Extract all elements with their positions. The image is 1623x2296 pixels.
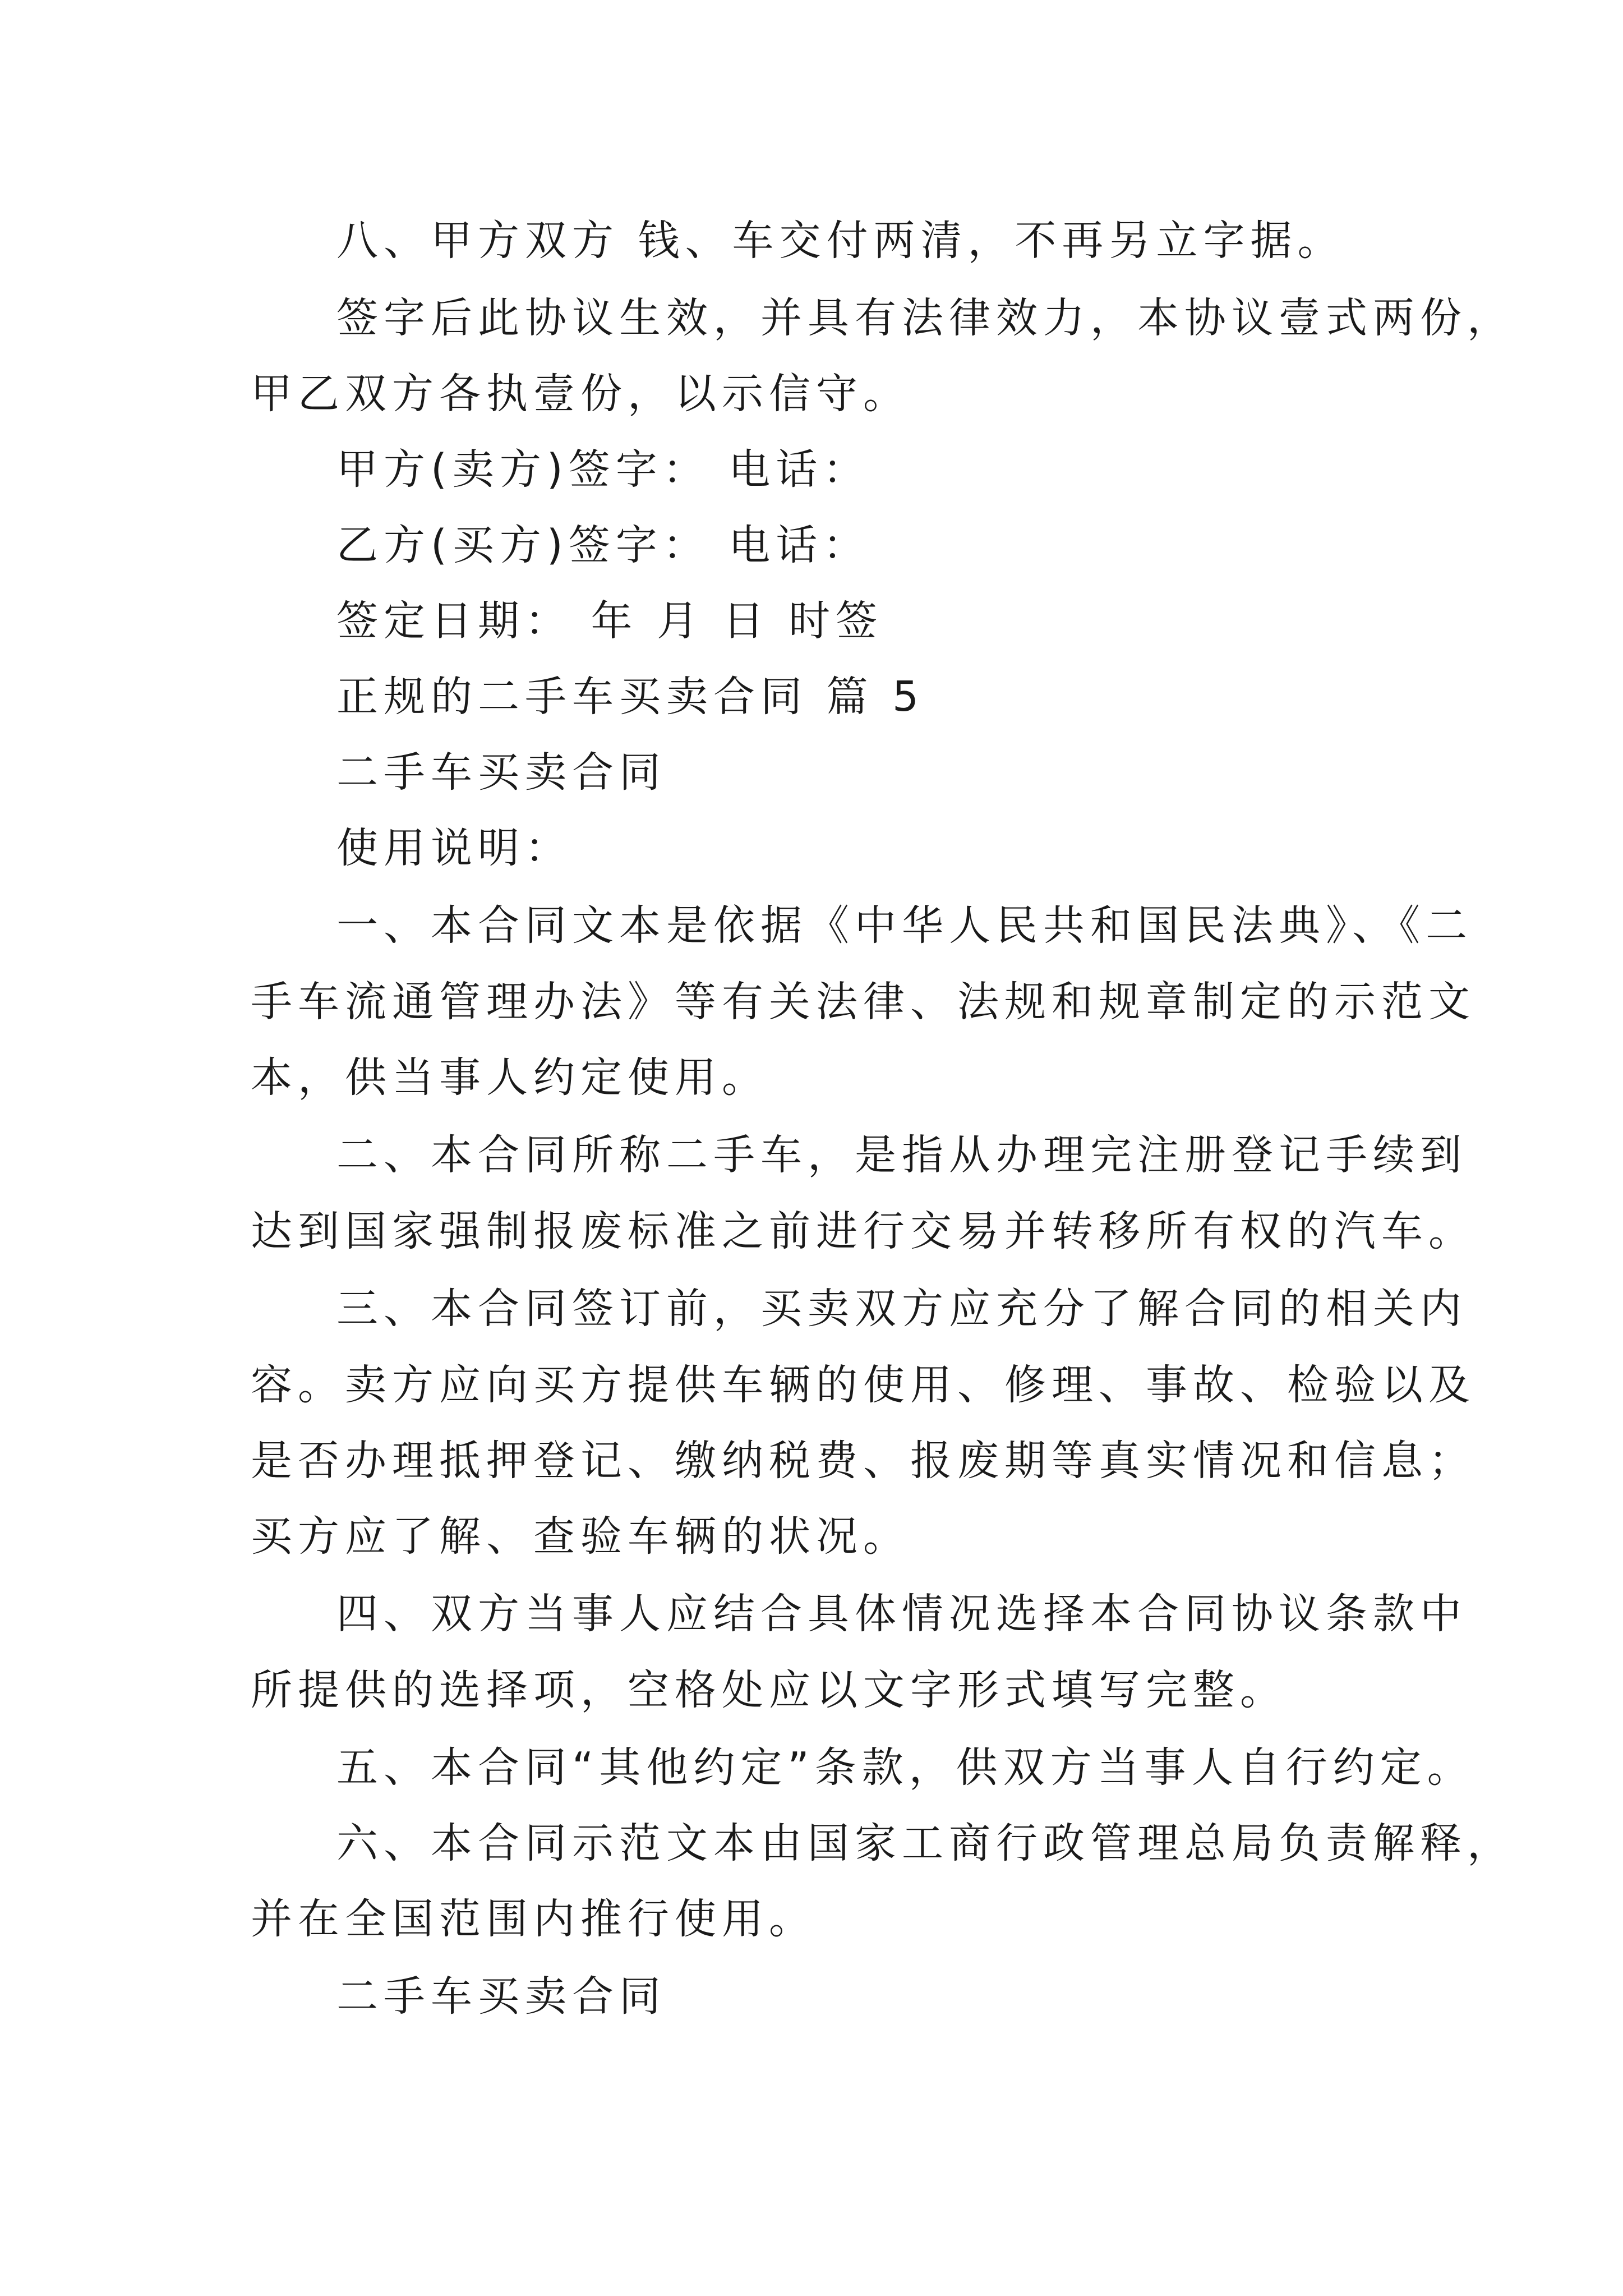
note-2-line-1: 二、本合同所称二手车，是指从办理完注册登记手续到 bbox=[336, 1131, 1467, 1179]
section-heading: 正规的二手车买卖合同 篇 5 bbox=[336, 673, 925, 721]
note-3-line-2: 容。卖方应向买方提供车辆的使用、修理、事故、检验以及 bbox=[251, 1361, 1476, 1409]
clause-8-line: 八、甲方双方 钱、车交付两清，不再另立字据。 bbox=[336, 217, 1345, 265]
contract-title: 二手车买卖合同 bbox=[336, 748, 666, 797]
note-4-line-1: 四、双方当事人应结合具体情况选择本合同协议条款中 bbox=[336, 1590, 1467, 1638]
note-6-line-2: 并在全国范围内推行使用。 bbox=[251, 1895, 816, 1943]
note-1-line-1: 一、本合同文本是依据《中华人民共和国民法典》、《二 bbox=[336, 901, 1473, 950]
note-1-line-2: 手车流通管理办法》等有关法律、法规和规章制定的示范文 bbox=[251, 978, 1476, 1026]
note-5-line: 五、本合同“其他约定”条款，供双方当事人自行约定。 bbox=[336, 1743, 1474, 1792]
contract-title-repeat: 二手车买卖合同 bbox=[336, 1972, 666, 2021]
signing-date-line: 签定日期： 年 月 日 时签 bbox=[336, 597, 883, 645]
effect-line-1: 签字后此协议生效，并具有法律效力，本协议壹式两份， bbox=[336, 294, 1514, 342]
effect-line-2: 甲乙双方各执壹份，以示信守。 bbox=[251, 370, 910, 418]
note-4-line-2: 所提供的选择项，空格处应以文字形式填写完整。 bbox=[251, 1666, 1287, 1714]
party-b-signature-line: 乙方(买方)签字： 电话： bbox=[336, 521, 870, 569]
note-3-line-1: 三、本合同签订前，买卖双方应充分了解合同的相关内 bbox=[336, 1285, 1467, 1333]
note-3-line-3: 是否办理抵押登记、缴纳税费、报废期等真实情况和信息； bbox=[251, 1437, 1476, 1485]
party-a-signature-line: 甲方(卖方)签字： 电话： bbox=[336, 445, 870, 494]
note-1-line-3: 本，供当事人约定使用。 bbox=[251, 1053, 769, 1102]
note-6-line-1: 六、本合同示范文本由国家工商行政管理总局负责解释， bbox=[336, 1819, 1514, 1867]
note-2-line-2: 达到国家强制报废标准之前进行交易并转移所有权的汽车。 bbox=[251, 1207, 1476, 1255]
note-3-line-4: 买方应了解、查验车辆的状况。 bbox=[251, 1512, 910, 1561]
usage-notes-heading: 使用说明： bbox=[336, 824, 572, 872]
